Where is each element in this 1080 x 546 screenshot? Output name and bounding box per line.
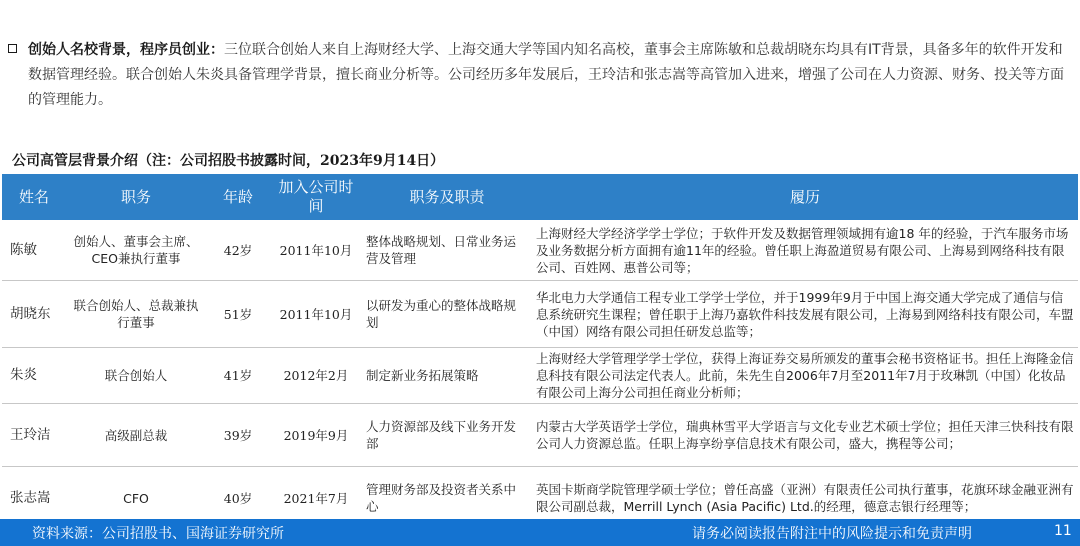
cell-name: 朱炎 xyxy=(2,348,66,404)
cell-role: 创始人、董事会主席、CEO兼执行董事 xyxy=(66,220,206,281)
source-note: 资料来源：公司招股书、国海证券研究所 xyxy=(32,526,284,542)
disclaimer-note: 请务必阅读报告附注中的风险提示和免责声明 xyxy=(692,526,972,542)
cell-name: 陈敏 xyxy=(2,220,66,281)
cell-resume: 华北电力大学通信工程专业工学学士学位，并于1999年9月于中国上海交通大学完成了通信与信息系统研究生课程；曾任职于上海乃嘉软件科技发展有限公司，上海易到网络科技有限公司，车盟（中国）网络有限公司担任研发总监等； xyxy=(532,281,1078,348)
summary-body: 三位联合创始人来自上海财经大学、上海交通大学等国内知名高校，董事会主席陈敏和总裁胡晓东均具有IT背景，具备多年的软件开发和数据管理经验。联合创始人朱炎具备管理学背景，擅长商业分析等。公司经历多年发展后，王玲洁和张志嵩等高管加入进来，增强了公司在人力资源、财务、投关等方面的管理能力。 xyxy=(28,42,1064,108)
header-resume: 履历 xyxy=(532,174,1078,220)
cell-duty: 人力资源部及线下业务开发部 xyxy=(362,404,532,467)
page-number: 11 xyxy=(1054,523,1072,539)
cell-resume: 内蒙古大学英语学士学位，瑞典林雪平大学语言与文化专业艺术硕士学位；担任天津三快科技有限公司人力资源总监。任职上海享纷享信息技术有限公司，盛大，携程等公司； xyxy=(532,404,1078,467)
cell-joined: 2021年7月 xyxy=(270,467,362,530)
cell-age: 42岁 xyxy=(206,220,270,281)
cell-role: CFO xyxy=(66,467,206,530)
cell-joined: 2019年9月 xyxy=(270,404,362,467)
footer-bar xyxy=(0,519,1080,546)
cell-resume: 英国卡斯商学院管理学硕士学位；曾任高盛（亚洲）有限责任公司执行董事，花旗环球金融亚洲有限公司副总裁，Merrill Lynch (Asia Pacific) Ltd.的经理，德意志银行经理等； xyxy=(532,467,1078,530)
cell-age: 39岁 xyxy=(206,404,270,467)
table-row xyxy=(2,281,1078,348)
table-row xyxy=(2,404,1078,467)
cell-resume: 上海财经大学经济学学士学位；于软件开发及数据管理领域拥有逾18 年的经验，于汽车服务市场及业务数据分析方面拥有逾11年的经验。曾任职上海盈道贸易有限公司、上海易到网络科技有限公司、百姓网、惠普公司等； xyxy=(532,220,1078,281)
cell-age: 51岁 xyxy=(206,281,270,348)
table-row xyxy=(2,348,1078,404)
cell-joined: 2011年10月 xyxy=(270,220,362,281)
cell-resume: 上海财经大学管理学学士学位，获得上海证券交易所颁发的董事会秘书资格证书。担任上海隆金信息科技有限公司法定代表人。此前，朱先生自2006年7月至2011年7月于玫琳凯（中国）化妆品有限公司上海分公司担任商业分析师； xyxy=(532,348,1078,404)
summary-heading: 创始人名校背景，程序员创业： xyxy=(28,42,224,58)
cell-duty: 整体战略规划、日常业务运营及管理 xyxy=(362,220,532,281)
table-title: 公司高管层背景介绍（注：公司招股书披露时间，2023年9月14日） xyxy=(12,153,445,169)
header-role: 职务 xyxy=(66,174,206,220)
cell-role: 高级副总裁 xyxy=(66,404,206,467)
cell-name: 王玲洁 xyxy=(2,404,66,467)
cell-duty: 以研发为重心的整体战略规划 xyxy=(362,281,532,348)
header-duty: 职务及职责 xyxy=(362,174,532,220)
cell-duty: 制定新业务拓展策略 xyxy=(362,348,532,404)
cell-duty: 管理财务部及投资者关系中心 xyxy=(362,467,532,530)
header-age: 年龄 xyxy=(206,174,270,220)
cell-role: 联合创始人 xyxy=(66,348,206,404)
cell-age: 40岁 xyxy=(206,467,270,530)
executive-table xyxy=(2,174,1078,530)
cell-joined: 2012年2月 xyxy=(270,348,362,404)
table-header-row xyxy=(2,174,1078,220)
header-joined: 加入公司时间 xyxy=(270,174,362,220)
cell-name: 胡晓东 xyxy=(2,281,66,348)
header-name: 姓名 xyxy=(2,174,66,220)
summary-paragraph xyxy=(28,38,1068,113)
cell-name: 张志嵩 xyxy=(2,467,66,530)
table-row xyxy=(2,220,1078,281)
summary-bullet xyxy=(8,38,1068,113)
cell-age: 41岁 xyxy=(206,348,270,404)
cell-joined: 2011年10月 xyxy=(270,281,362,348)
square-bullet-icon xyxy=(8,44,17,53)
cell-role: 联合创始人、总裁兼执行董事 xyxy=(66,281,206,348)
